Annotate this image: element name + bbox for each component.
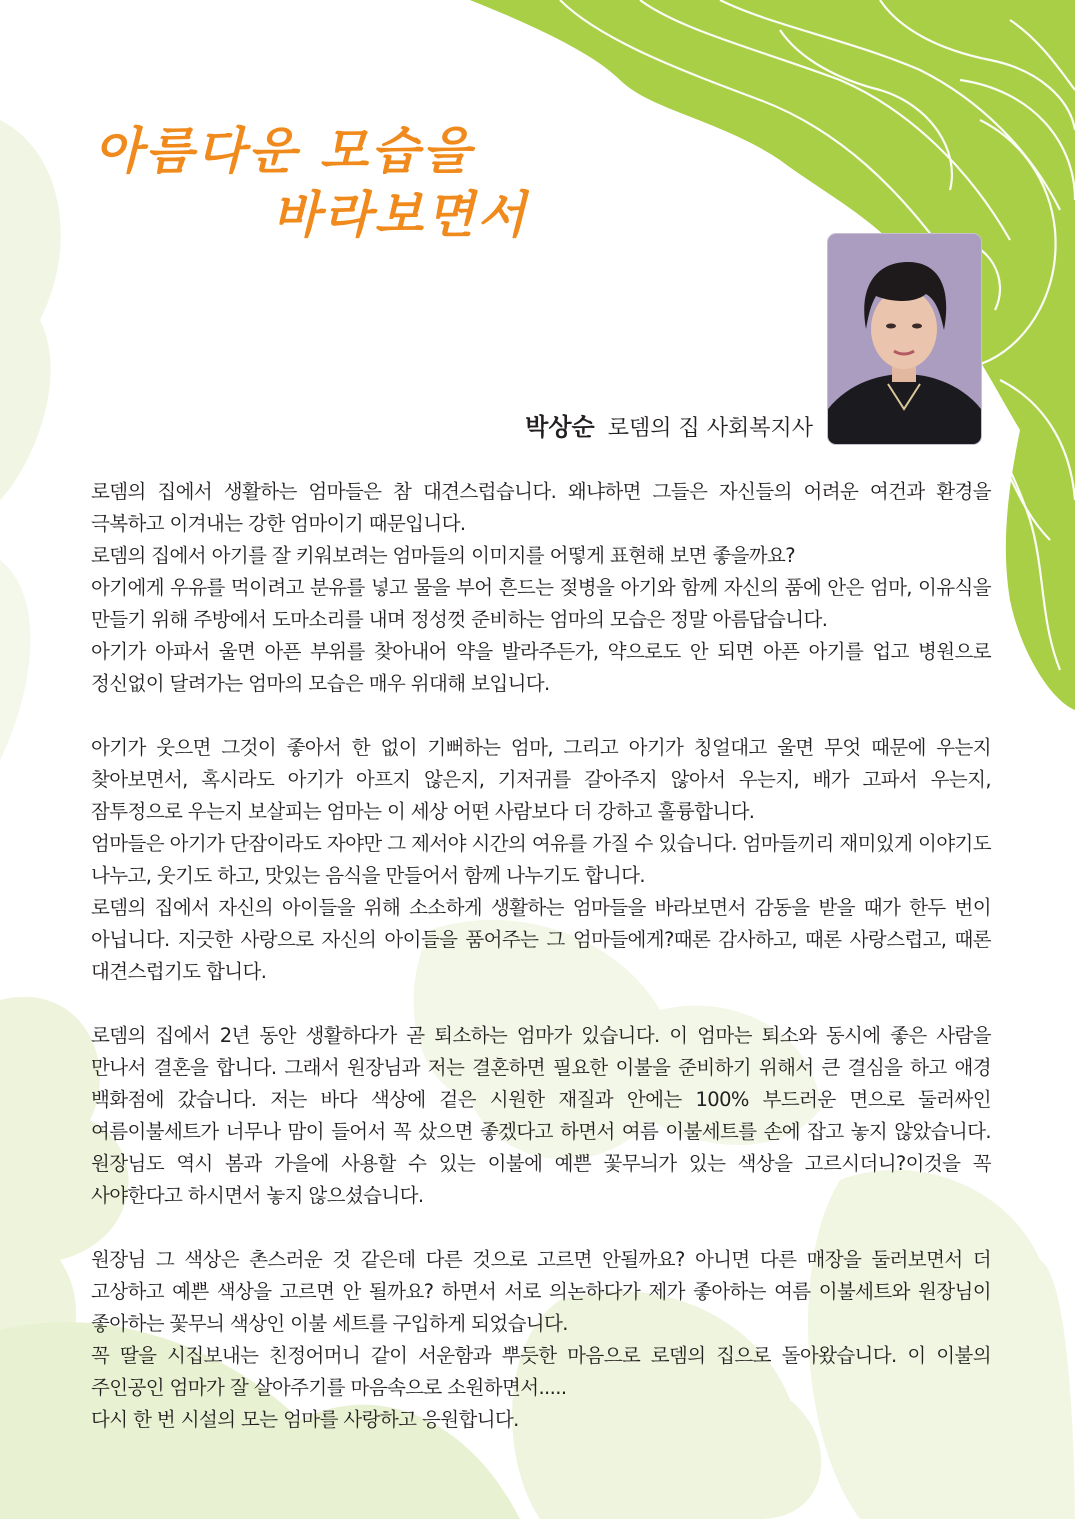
- page-title-line-2: 바라보면서: [272, 185, 529, 244]
- paragraph: 로뎀의 집에서 2년 동안 생활하다가 곧 퇴소하는 엄마가 있습니다. 이 엄마는 퇴소와 동시에 좋은 사람을 만나서 결혼을 합니다. 그래서 원장님과 저는 결혼하면 필요한 이불을 준비하기 위해서 큰 결심을 하고 애경 백화점에 갔습니다. 저는 바다 색상에 겉은 시원한 재질과 안에는 100% 부드러운 면으로 둘러싸인 여름이불세트가 너무나 맘이 들어서 꼭 샀으면 좋겠다고 하면서 여름 이불세트를 손에 잡고 놓지 않았습니다. 원장님도 역시 봄과 가을에 사용할 수 있는 이불에 예쁜 꽃무늬가 있는 색상을 고르시더니?이것을 꼭 사야한다고 하시면서 놓지 않으셨습니다.: [91, 1024, 991, 1207]
- author-role: 로뎀의 집 사회복지사: [607, 416, 813, 441]
- paragraph: 로뎀의 집에서 자신의 아이들을 위해 소소하게 생활하는 엄마들을 바라보면서 감동을 받을 때가 한두 번이 아닙니다. 지긋한 사랑으로 자신의 아이들을 품어주는 그 엄마들에게?때론 감사하고, 때론 사랑스럽고, 때론 대견스럽기도 합니다.: [91, 896, 991, 983]
- author-photo: [828, 234, 981, 444]
- paragraph: 아기가 웃으면 그것이 좋아서 한 없이 기뻐하는 엄마, 그리고 아기가 칭얼대고 울면 무엇 때문에 우는지 찾아보면서, 혹시라도 아기가 아프지 않은지, 기저귀를 갈아주지 않아서 우는지, 배가 고파서 우는지, 잠투정으로 우는지 보살피는 엄마는 이 세상 어떤 사람보다 더 강하고 훌륭합니다.: [91, 736, 991, 823]
- paragraph-gap: [91, 1212, 991, 1244]
- article-body: [91, 476, 991, 1436]
- paragraph: 로뎀의 집에서 아기를 잘 키워보려는 엄마들의 이미지를 어떻게 표현해 보면 좋을까요?: [91, 544, 796, 567]
- paragraph: 다시 한 번 시설의 모는 엄마를 사랑하고 응원합니다.: [91, 1408, 519, 1431]
- paragraph: 아기가 아파서 울면 아픈 부위를 찾아내어 약을 발라주든가, 약으로도 안 되면 아픈 아기를 업고 병원으로 정신없이 달려가는 엄마의 모습은 매우 위대해 보입니다.: [91, 640, 991, 695]
- page-title-line-1: 아름다운 모습을: [94, 121, 474, 180]
- paragraph: 아기에게 우유를 먹이려고 분유를 넣고 물을 부어 흔드는 젖병을 아기와 함께 자신의 품에 안은 엄마, 이유식을 만들기 위해 주방에서 도마소리를 내며 정성껏 준비하는 엄마의 모습은 정말 아름답습니다.: [91, 576, 991, 631]
- paragraph: 엄마들은 아기가 단잠이라도 자야만 그 제서야 시간의 여유를 가질 수 있습니다. 엄마들끼리 재미있게 이야기도 나누고, 웃기도 하고, 맛있는 음식을 만들어서 함께 나누기도 합니다.: [91, 832, 991, 887]
- paragraph-gap: [91, 700, 991, 732]
- paragraph: 꼭 딸을 시집보내는 친정어머니 같이 서운함과 뿌듯한 마음으로 로뎀의 집으로 돌아왔습니다. 이 이불의 주인공인 엄마가 잘 살아주기를 마음속으로 소원하면서.....: [91, 1344, 991, 1399]
- paragraph-gap: [91, 988, 991, 1020]
- paragraph: 로뎀의 집에서 생활하는 엄마들은 참 대견스럽습니다. 왜냐하면 그들은 자신들의 어려운 여건과 환경을 극복하고 이겨내는 강한 엄마이기 때문입니다.: [91, 480, 991, 535]
- paragraph: 원장님 그 색상은 촌스러운 것 같은데 다른 것으로 고르면 안될까요? 아니면 다른 매장을 둘러보면서 더 고상하고 예쁜 색상을 고르면 안 될까요? 하면서 서로 의논하다가 제가 좋아하는 여름 이불세트와 원장님이 좋아하는 꽃무늬 색상인 이불 세트를 구입하게 되었습니다.: [91, 1248, 991, 1335]
- author-byline: [525, 407, 813, 442]
- author-name: 박상순: [525, 413, 595, 441]
